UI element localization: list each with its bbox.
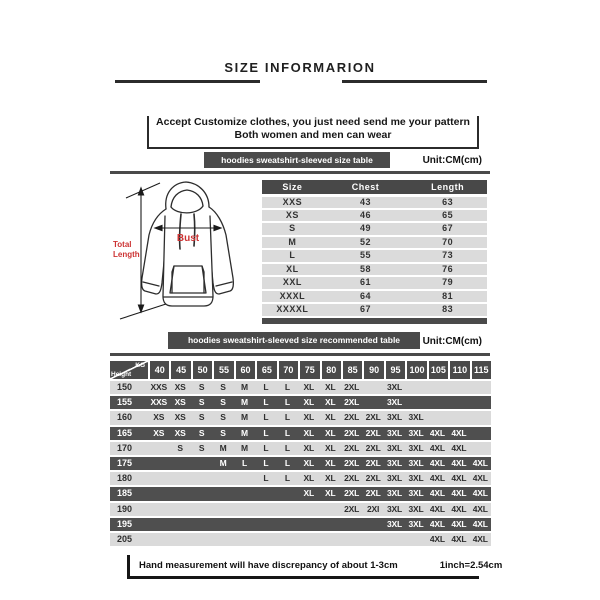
matrix-size-cell (341, 533, 362, 546)
matrix-size-cell: 2XL (344, 382, 360, 392)
size-table-cell: S (289, 223, 296, 234)
matrix-size-cell: S (198, 397, 205, 408)
matrix-size-cell (148, 442, 169, 455)
matrix-size-cell (427, 381, 448, 394)
matrix-size-cell: 3XL (387, 442, 403, 453)
size-table-cell: L (289, 250, 296, 261)
matrix-size-cell: 3XL (408, 427, 424, 438)
matrix-size-cell (405, 381, 426, 394)
matrix-size-cell: 4XL (451, 442, 467, 453)
matrix-size-cell: XXS (150, 382, 167, 392)
size-table-cell: 67 (442, 223, 454, 234)
matrix-size-cell (448, 396, 469, 409)
matrix-size-cell: 4XL (472, 503, 488, 514)
matrix-size-cell: 3XL (387, 518, 403, 529)
matrix-size-cell: 2XL (344, 473, 360, 484)
size-table-row (262, 223, 487, 234)
matrix-height-cell: 190 (117, 503, 133, 514)
matrix-size-cell: XL (324, 427, 336, 438)
matrix-size-cell: 3XL (387, 397, 403, 408)
size-table-col-chest: Chest (351, 182, 380, 192)
matrix-size-cell: 2XL (344, 412, 360, 423)
matrix-height-cell: 165 (117, 427, 133, 438)
matrix-size-cell (169, 457, 190, 470)
matrix-size-cell: XS (174, 382, 186, 392)
customize-notice-box (147, 116, 479, 149)
size-table-header (262, 180, 487, 194)
matrix-size-cell: 4XL (451, 457, 467, 468)
matrix-size-cell: 2XL (344, 397, 360, 408)
matrix-size-cell: L (284, 397, 290, 408)
matrix-size-cell: 3XL (408, 442, 424, 453)
matrix-height-cell: 180 (117, 473, 133, 484)
recommended-size-matrix (110, 361, 491, 548)
matrix-size-cell: 4XL (472, 473, 488, 484)
matrix-size-cell: 2XI (367, 503, 380, 514)
unit-label-1: Unit:CM(cm) (422, 155, 482, 166)
matrix-size-cell: 4XL (451, 427, 467, 438)
matrix-size-cell: XL (303, 442, 315, 453)
matrix-size-cell (362, 381, 383, 394)
matrix-size-cell (277, 518, 298, 531)
total-length-label-line1: Total (113, 240, 132, 249)
size-table-row (262, 210, 487, 221)
matrix-size-cell: XS (153, 412, 165, 423)
matrix-size-cell: 4XL (472, 533, 488, 544)
matrix-size-cell: 4XL (429, 533, 445, 544)
matrix-weight-column-header: 65 (257, 361, 276, 379)
matrix-size-cell: 4XL (451, 503, 467, 514)
notice-line-2: Both women and men can wear (234, 129, 392, 141)
bust-label: Bust (176, 233, 200, 244)
matrix-size-cell (255, 518, 276, 531)
size-table-cell: 49 (359, 223, 371, 234)
matrix-weight-column-header: 75 (300, 361, 319, 379)
size-table-row (262, 237, 487, 248)
matrix-size-cell: 4XL (429, 427, 445, 438)
matrix-size-cell: M (219, 457, 227, 468)
matrix-size-cell (470, 396, 491, 409)
matrix-weight-column-header: 40 (150, 361, 169, 379)
matrix-size-cell: L (263, 397, 269, 408)
matrix-size-cell (148, 518, 169, 531)
matrix-size-cell (341, 518, 362, 531)
matrix-row (110, 503, 491, 516)
matrix-size-cell: 4XL (429, 473, 445, 484)
matrix-row (110, 518, 491, 531)
matrix-size-cell (320, 503, 341, 516)
matrix-size-cell: XL (324, 442, 336, 453)
matrix-size-cell: L (263, 473, 269, 484)
matrix-size-cell (212, 533, 233, 546)
matrix-size-cell (148, 533, 169, 546)
matrix-size-cell: 3XL (408, 488, 424, 499)
size-table-row (262, 304, 487, 315)
matrix-size-cell (470, 427, 491, 440)
size-table-cell: 81 (442, 290, 454, 301)
matrix-row (110, 457, 491, 470)
matrix-size-cell: M (219, 442, 227, 453)
matrix-size-cell: L (263, 427, 269, 438)
matrix-size-cell: M (241, 427, 248, 438)
matrix-size-cell: S (220, 412, 226, 423)
matrix-size-cell: 4XL (472, 518, 488, 529)
matrix-row (110, 533, 491, 546)
matrix-weight-column-header: 70 (279, 361, 298, 379)
matrix-size-cell (298, 518, 319, 531)
matrix-size-cell: L (263, 382, 269, 392)
size-table-row (262, 264, 487, 275)
size-table-cell: XXS (282, 196, 303, 207)
matrix-size-cell: XL (303, 427, 315, 438)
matrix-size-cell (448, 381, 469, 394)
size-table-cell: 52 (359, 236, 371, 247)
matrix-weight-column-header: 110 (450, 361, 469, 379)
size-table-cell: 67 (359, 304, 371, 315)
matrix-size-cell: 3XL (387, 488, 403, 499)
matrix-height-cell: 170 (117, 442, 133, 453)
matrix-size-cell (384, 533, 405, 546)
matrix-size-cell: S (220, 397, 226, 408)
size-table-cell: XXL (282, 277, 302, 288)
hoodie-measurement-diagram (110, 176, 260, 326)
matrix-height-cell: 175 (117, 457, 133, 468)
matrix-size-cell: XS (174, 412, 186, 423)
matrix-size-cell (148, 487, 169, 500)
matrix-size-cell: 4XL (429, 503, 445, 514)
matrix-height-cell: 160 (117, 412, 133, 423)
matrix-size-cell: 4XL (472, 488, 488, 499)
matrix-size-cell: 2XL (344, 488, 360, 499)
matrix-size-cell: L (284, 412, 290, 423)
matrix-size-cell (148, 503, 169, 516)
matrix-size-cell (212, 503, 233, 516)
footer-note-box (127, 555, 503, 579)
size-table-cell: XXXXL (276, 304, 309, 315)
size-table-cell: XXXL (279, 290, 306, 301)
matrix-size-cell (169, 472, 190, 485)
unit-label-2: Unit:CM(cm) (422, 336, 482, 347)
size-table-cell: 76 (442, 263, 454, 274)
matrix-size-cell: 3XL (387, 503, 403, 514)
matrix-header-row (110, 361, 491, 379)
matrix-size-cell: XL (324, 488, 336, 499)
size-table-col-size: Size (282, 182, 303, 192)
matrix-row (110, 487, 491, 500)
matrix-size-cell: S (198, 427, 205, 438)
matrix-weight-column-header: 105 (429, 361, 448, 379)
matrix-size-cell: 3XL (387, 473, 403, 484)
size-table-cell: 73 (442, 250, 454, 261)
size-table-col-length: Length (431, 182, 465, 192)
matrix-size-cell: 4XL (451, 473, 467, 484)
matrix-size-cell: XL (303, 397, 315, 408)
size-table-row (262, 250, 487, 261)
matrix-size-cell (362, 533, 383, 546)
matrix-size-cell: 2XL (344, 503, 360, 514)
matrix-weight-column-header: 95 (386, 361, 405, 379)
matrix-size-cell: XL (324, 412, 336, 423)
matrix-size-cell: XXS (150, 397, 167, 408)
matrix-size-cell (212, 472, 233, 485)
size-table-footer-bar (262, 318, 487, 324)
matrix-size-cell (191, 518, 212, 531)
matrix-size-cell: 4XL (451, 518, 467, 529)
matrix-row (110, 472, 491, 485)
matrix-size-cell: XL (303, 382, 315, 392)
footer-conversion-text: 1inch=2.54cm (439, 560, 503, 571)
matrix-size-cell: XL (324, 457, 336, 468)
matrix-size-cell: 4XL (451, 533, 467, 544)
size-table-row (262, 277, 487, 288)
matrix-size-cell: 2XL (365, 457, 381, 468)
matrix-size-cell (427, 396, 448, 409)
matrix-size-cell (234, 503, 255, 516)
matrix-size-cell (234, 518, 255, 531)
matrix-row (110, 411, 491, 424)
matrix-size-cell: 3XL (408, 473, 424, 484)
matrix-weight-column-header: 50 (193, 361, 212, 379)
matrix-height-cell: 185 (117, 488, 133, 499)
matrix-weight-column-header: 90 (364, 361, 383, 379)
matrix-size-cell (255, 503, 276, 516)
matrix-size-cell (191, 503, 212, 516)
size-table-cell: 63 (442, 196, 454, 207)
matrix-size-cell: XL (324, 473, 336, 484)
matrix-size-cell: 4XL (451, 488, 467, 499)
matrix-size-cell (362, 396, 383, 409)
matrix-size-cell (212, 487, 233, 500)
matrix-size-cell (255, 487, 276, 500)
matrix-size-cell (234, 533, 255, 546)
matrix-size-cell: XS (174, 397, 186, 408)
matrix-size-cell: 2XL (344, 442, 360, 453)
size-table-cell: 83 (442, 304, 454, 315)
size-table-cell: 61 (359, 277, 371, 288)
matrix-size-cell (405, 533, 426, 546)
size-table (262, 180, 487, 324)
matrix-size-cell: S (220, 427, 226, 438)
matrix-size-cell: 4XL (429, 488, 445, 499)
matrix-weight-column-header: 80 (322, 361, 341, 379)
matrix-size-cell: 2XL (365, 442, 381, 453)
matrix-row (110, 396, 491, 409)
section-divider-2 (110, 353, 490, 356)
size-table-cell: 43 (359, 196, 371, 207)
matrix-size-cell (362, 518, 383, 531)
matrix-size-cell: 4XL (472, 457, 488, 468)
matrix-size-cell (169, 518, 190, 531)
corner-kg-label: KG (135, 362, 145, 369)
corner-height-label: Height (111, 371, 132, 378)
footer-note-text: Hand measurement will have discrepancy of about 1-3cm (139, 560, 398, 571)
matrix-size-cell: XL (303, 457, 315, 468)
matrix-size-cell: 3XL (387, 427, 403, 438)
matrix-height-cell: 155 (117, 397, 133, 408)
matrix-height-cell: 195 (117, 518, 133, 529)
matrix-size-cell: L (241, 457, 247, 468)
matrix-size-cell: XL (303, 412, 315, 423)
matrix-size-cell (448, 411, 469, 424)
matrix-size-cell (255, 533, 276, 546)
matrix-size-cell: XS (153, 427, 165, 438)
matrix-size-cell (148, 472, 169, 485)
matrix-corner-cell (110, 361, 148, 379)
matrix-size-cell: L (284, 427, 290, 438)
matrix-size-cell: M (241, 382, 248, 392)
matrix-size-cell (320, 533, 341, 546)
matrix-size-cell: 3XL (408, 503, 424, 514)
matrix-size-cell (277, 487, 298, 500)
matrix-weight-column-header: 45 (171, 361, 190, 379)
matrix-size-cell (470, 442, 491, 455)
size-table-cell: XL (286, 263, 299, 274)
matrix-size-cell: 2XL (365, 488, 381, 499)
matrix-size-cell: M (241, 412, 248, 423)
matrix-size-cell: 4XL (429, 442, 445, 453)
matrix-size-cell (427, 411, 448, 424)
matrix-size-cell (234, 472, 255, 485)
matrix-weight-column-header: 55 (214, 361, 233, 379)
matrix-size-cell: S (198, 442, 205, 453)
matrix-size-cell: S (198, 412, 205, 423)
matrix-size-cell: L (263, 412, 269, 423)
matrix-size-cell (320, 518, 341, 531)
matrix-weight-column-header: 85 (343, 361, 362, 379)
section-divider-1 (110, 171, 490, 174)
title-divider-left (115, 80, 260, 83)
size-table-row (262, 291, 487, 302)
matrix-size-cell: M (241, 397, 248, 408)
recommended-table-caption: hoodies sweatshirt-sleeved size recommended table (168, 332, 420, 349)
matrix-size-cell (277, 503, 298, 516)
matrix-weight-column-header: 60 (236, 361, 255, 379)
matrix-size-cell: XL (324, 397, 336, 408)
matrix-size-cell: 2XL (365, 412, 381, 423)
matrix-size-cell: XL (303, 473, 315, 484)
matrix-size-cell: L (284, 457, 290, 468)
matrix-size-cell (470, 381, 491, 394)
matrix-row (110, 427, 491, 440)
size-table-cell: 55 (359, 250, 371, 261)
size-table-cell: M (288, 236, 297, 247)
matrix-size-cell: L (263, 442, 269, 453)
notice-line-1: Accept Customize clothes, you just need send me your pattern (156, 116, 470, 128)
matrix-size-cell (169, 487, 190, 500)
matrix-size-cell (470, 411, 491, 424)
matrix-size-cell: 3XL (408, 457, 424, 468)
size-table-cell: 79 (442, 277, 454, 288)
matrix-size-cell: M (241, 442, 248, 453)
matrix-size-cell: 3XL (387, 457, 403, 468)
matrix-size-cell: L (284, 382, 290, 392)
size-table-cell: 46 (359, 209, 371, 220)
matrix-size-cell (169, 503, 190, 516)
matrix-size-cell (234, 487, 255, 500)
matrix-size-cell: 2XL (344, 457, 360, 468)
matrix-weight-column-header: 100 (407, 361, 426, 379)
matrix-size-cell: 3XL (387, 382, 403, 392)
matrix-size-cell (191, 487, 212, 500)
matrix-size-cell: 2XL (344, 427, 360, 438)
matrix-size-cell: XL (324, 382, 336, 392)
matrix-height-cell: 205 (117, 533, 133, 544)
size-table-body (262, 197, 487, 316)
matrix-weight-column-header: 115 (472, 361, 491, 379)
size-table-cell: 64 (359, 290, 371, 301)
matrix-size-cell: S (177, 442, 183, 453)
matrix-size-cell: S (220, 382, 226, 392)
matrix-row (110, 442, 491, 455)
matrix-size-cell: S (198, 382, 205, 392)
matrix-size-cell (212, 518, 233, 531)
matrix-size-cell: 4XL (429, 457, 445, 468)
matrix-size-cell: XL (303, 488, 315, 499)
page-title: SIZE INFORMARION (224, 60, 376, 75)
size-table-caption: hoodies sweatshirt-sleeved size table (204, 152, 390, 168)
matrix-size-cell: L (263, 457, 269, 468)
matrix-size-cell (277, 533, 298, 546)
size-table-cell: 65 (442, 209, 454, 220)
matrix-size-cell: L (284, 473, 290, 484)
matrix-row (110, 381, 491, 394)
matrix-size-cell: XS (174, 427, 186, 438)
matrix-size-cell: 3XL (387, 412, 403, 423)
matrix-size-cell: 3XL (408, 518, 424, 529)
size-table-row (262, 197, 487, 208)
matrix-size-cell (191, 472, 212, 485)
matrix-size-cell: 4XL (429, 518, 445, 529)
matrix-size-cell: L (284, 442, 290, 453)
size-table-cell: 70 (442, 236, 454, 247)
matrix-body (110, 381, 491, 546)
matrix-size-cell (298, 533, 319, 546)
matrix-height-cell: 150 (117, 382, 133, 392)
size-table-cell: XS (285, 209, 299, 220)
matrix-size-cell: 2XL (365, 427, 381, 438)
matrix-size-cell (148, 457, 169, 470)
size-table-cell: 58 (359, 263, 371, 274)
matrix-size-cell: 3XL (408, 412, 424, 423)
matrix-size-cell (191, 533, 212, 546)
matrix-size-cell: 2XL (365, 473, 381, 484)
matrix-size-cell (405, 396, 426, 409)
matrix-size-cell (191, 457, 212, 470)
matrix-size-cell (169, 533, 190, 546)
total-length-label-line2: Length (113, 250, 140, 259)
matrix-size-cell (298, 503, 319, 516)
title-divider-right (342, 80, 487, 83)
